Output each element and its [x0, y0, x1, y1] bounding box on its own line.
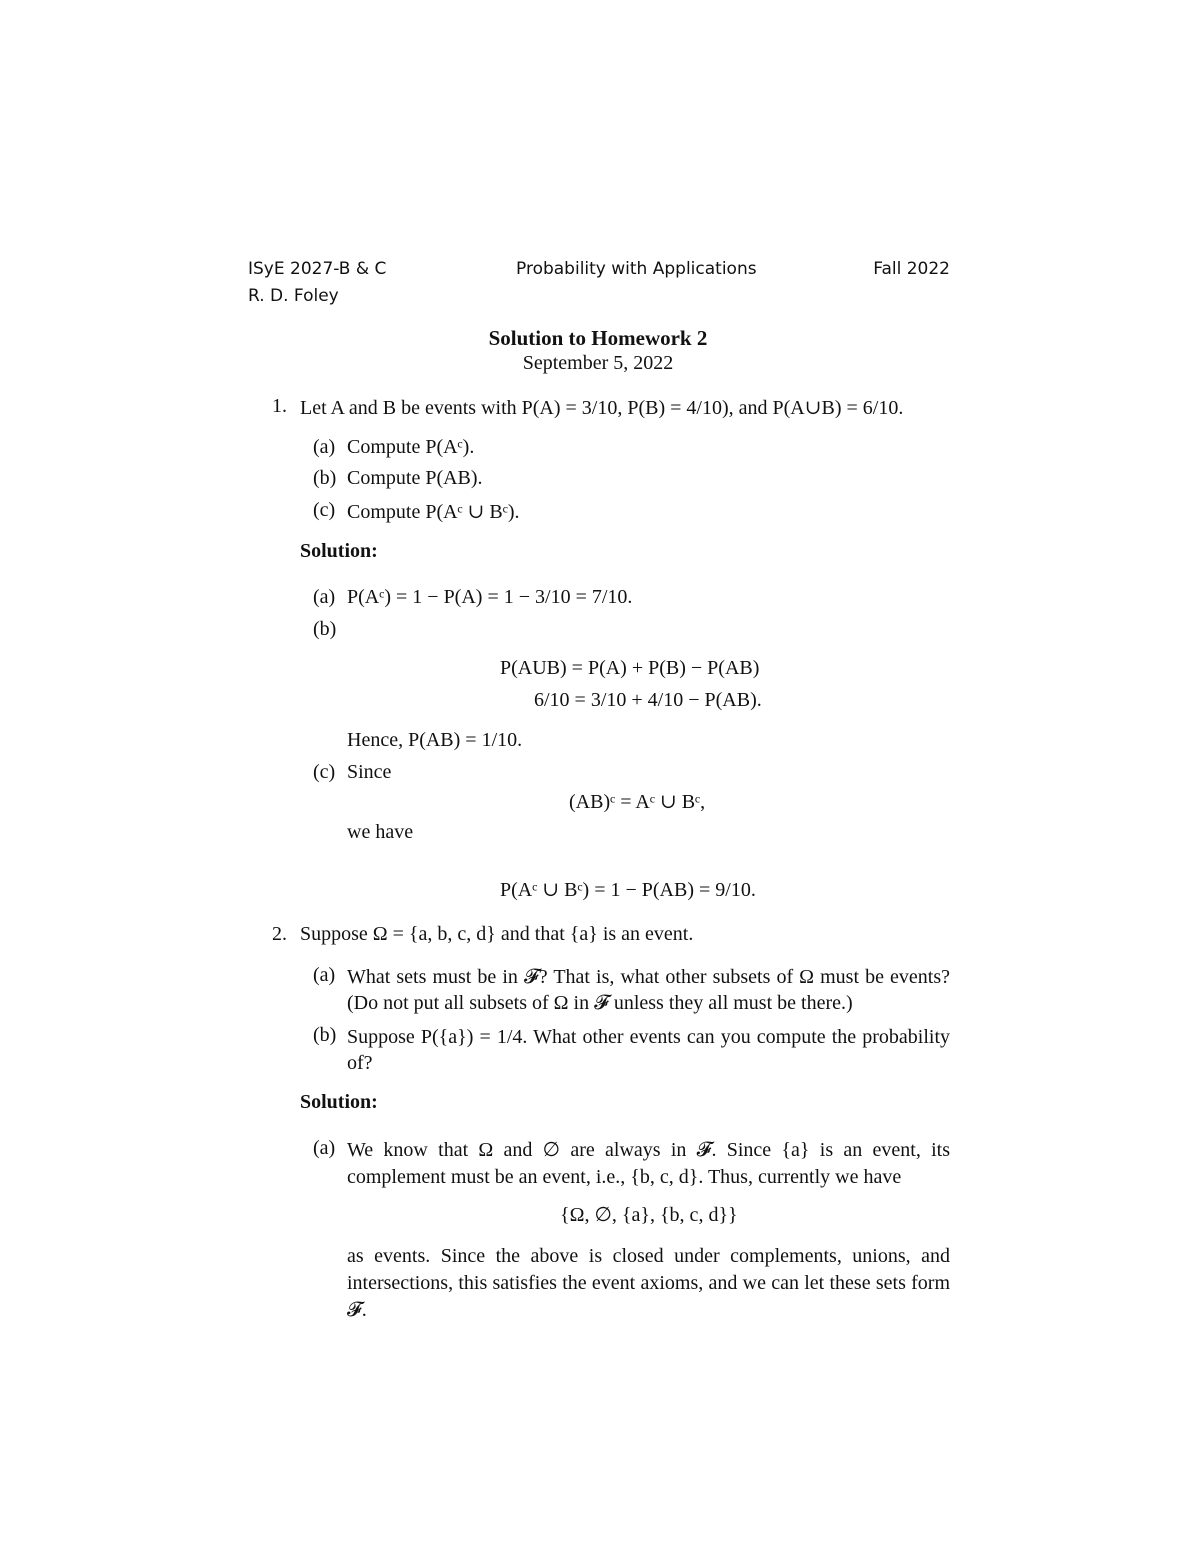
solution1-c-equation-2: P(Aᶜ ∪ Bᶜ) = 1 − P(AB) = 9/10.	[500, 879, 756, 901]
problem1-statement: Let A and B be events with P(A) = 3/10, P(B) = 4/10), and P(A∪B) = 6/10.	[300, 397, 904, 419]
solution1-b-label: (b)	[313, 618, 337, 640]
solution1-b-conclusion: Hence, P(AB) = 1/10.	[347, 729, 523, 751]
page-title: Solution to Homework 2	[488, 326, 708, 350]
solution2-a-equation: {Ω, ∅, {a}, {b, c, d}}	[560, 1204, 738, 1226]
problem2-number: 2.	[272, 923, 287, 945]
solution1-c-since: Since	[347, 761, 392, 783]
problem1-solution-heading: Solution:	[300, 540, 378, 562]
problem2-statement: Suppose Ω = {a, b, c, d} and that {a} is an event.	[300, 923, 694, 945]
problem2-solution-heading: Solution:	[300, 1091, 378, 1113]
term: Fall 2022	[873, 259, 950, 279]
solution2-a-text-1: We know that Ω and ∅ are always in 𝓕. Since {a} is an event, its complement must be an event, i.e., {b, c, d}. Thus, currently we have	[347, 1139, 950, 1188]
problem1-part-a: Compute P(Aᶜ).	[347, 436, 475, 458]
problem1-part-b-label: (b)	[313, 467, 337, 489]
problem2-part-a-label: (a)	[313, 964, 336, 986]
problem1-part-a-label: (a)	[313, 436, 336, 458]
solution1-a-label: (a)	[313, 586, 336, 608]
solution2-a-text-2: as events. Since the above is closed under complements, unions, and intersections, this satisfies the event axioms, and we can let these sets form 𝓕.	[347, 1245, 950, 1321]
solution1-a: P(Aᶜ) = 1 − P(A) = 1 − 3/10 = 7/10.	[347, 586, 633, 608]
course-code: ISyE 2027-B & C	[248, 259, 387, 279]
problem2-part-a: What sets must be in 𝓕? That is, what other subsets of Ω must be events? (Do not put all subsets of Ω in 𝓕 unless they all must be there.)	[347, 966, 950, 1014]
problem2-part-b-label: (b)	[313, 1024, 337, 1046]
problem1-part-b: Compute P(AB).	[347, 467, 483, 489]
course-subject: Probability with Applications	[516, 259, 757, 279]
solution1-c-equation-1: (AB)ᶜ = Aᶜ ∪ Bᶜ,	[569, 791, 706, 813]
solution1-b-equation-1: P(AUB) = P(A) + P(B) − P(AB)	[500, 657, 760, 679]
author-name: R. D. Foley	[248, 286, 339, 306]
date: September 5, 2022	[522, 352, 674, 374]
solution2-a-label: (a)	[313, 1137, 336, 1159]
problem1-part-c: Compute P(Aᶜ ∪ Bᶜ).	[347, 501, 520, 523]
solution1-c-we-have: we have	[347, 821, 414, 843]
problem1-part-c-label: (c)	[313, 499, 336, 521]
problem1-number: 1.	[272, 395, 287, 417]
solution1-c-label: (c)	[313, 761, 336, 783]
problem2-part-b: Suppose P({a}) = 1/4. What other events can you compute the probability of?	[347, 1026, 950, 1074]
solution1-b-equation-2: 6/10 = 3/10 + 4/10 − P(AB).	[534, 689, 762, 711]
